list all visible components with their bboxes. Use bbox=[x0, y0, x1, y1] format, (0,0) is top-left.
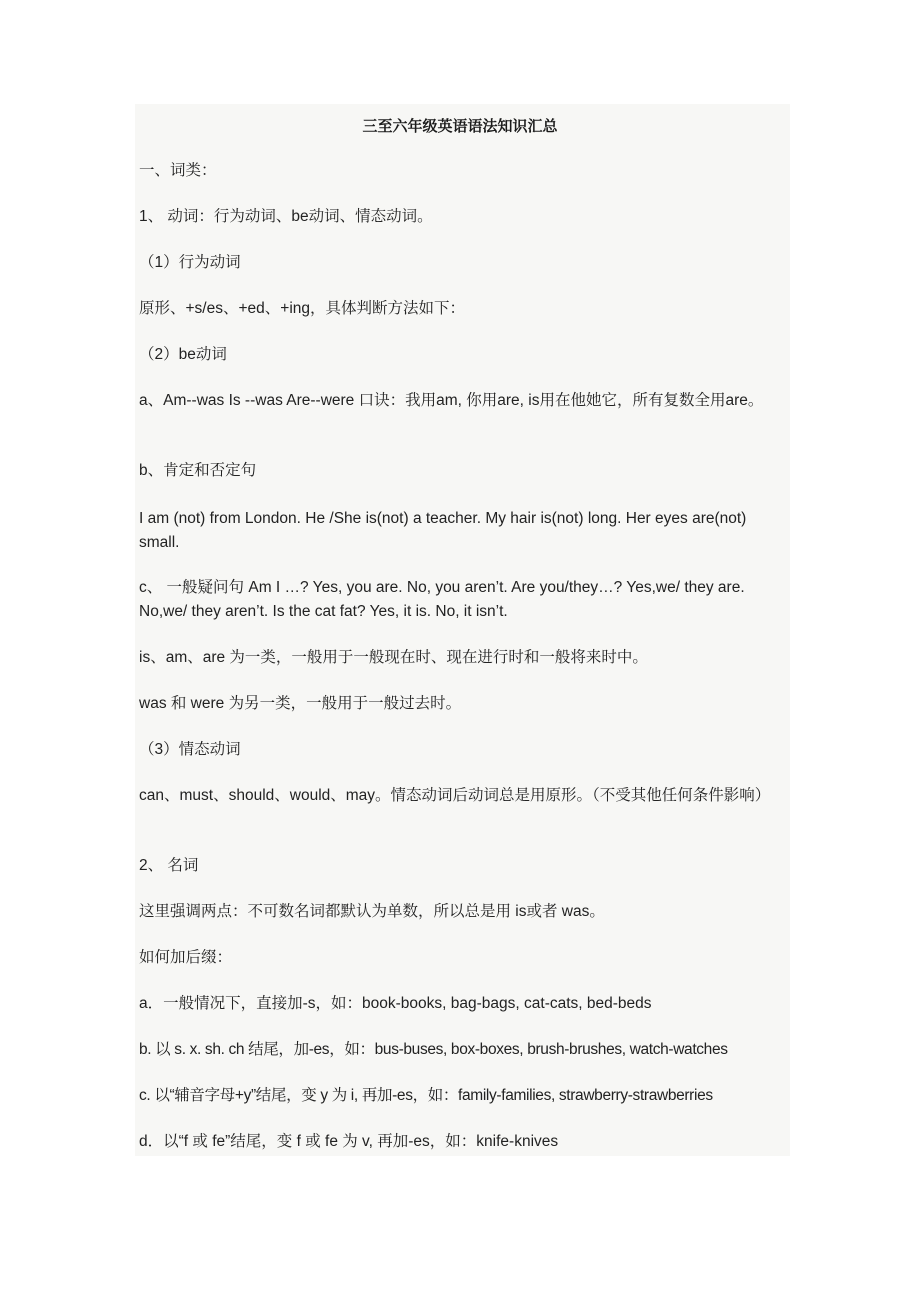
paragraph-action-verb-forms: 原形、+s/es、+ed、+ing，具体判断方法如下： bbox=[139, 300, 466, 317]
rule-a-add-s: a．一般情况下，直接加-s，如：book-books, bag-bags, cat-cats, bed-beds bbox=[139, 995, 652, 1012]
rule-c-y-to-ies: c. 以“辅音字母+y”结尾，变 y 为 i, 再加-es，如：family-families, strawberry-strawberries bbox=[139, 1087, 713, 1104]
paragraph-examples-statements: I am (not) from London. He /She is(not) a teacher. My hair is(not) long. Her eyes are(not) small. bbox=[139, 510, 747, 551]
document-title: 三至六年级英语语法知识汇总 bbox=[362, 117, 558, 135]
subsection-modal-verbs: （3）情态动词 bbox=[139, 741, 241, 758]
rule-b-add-es: b. 以 s. x. sh. ch 结尾，加-es，如：bus-buses, box-boxes, brush-brushes, watch-watches bbox=[139, 1041, 728, 1058]
rule-d-f-to-ves: d．以“f 或 fe”结尾，变 f 或 fe 为 v, 再加-es，如：knife-knives bbox=[139, 1133, 559, 1150]
paragraph-be-verb-rhyme: a、Am--was Is --was Are--were 口诀：我用am, 你用are, is用在他她它，所有复数全用are。 bbox=[139, 392, 764, 409]
section-heading-word-classes: 一、词类： bbox=[139, 162, 217, 179]
paragraph-affirmative-negative: b、肯定和否定句 bbox=[139, 462, 257, 479]
paragraph-is-am-are: is、am、are 为一类，一般用于一般现在时、现在进行时和一般将来时中。 bbox=[139, 649, 648, 666]
subsection-action-verbs: （1）行为动词 bbox=[139, 254, 241, 271]
subsection-be-verbs: （2）be动词 bbox=[139, 346, 227, 363]
paragraph-modal-verbs: can、must、should、would、may。情态动词后动词总是用原形。（不受其他任何条件影响） bbox=[139, 787, 771, 804]
paragraph-uncountable-nouns: 这里强调两点：不可数名词都默认为单数，所以总是用 is或者 was。 bbox=[139, 903, 605, 920]
subsection-nouns: 2、 名词 bbox=[139, 857, 199, 874]
subsection-verbs: 1、 动词：行为动词、be动词、情态动词。 bbox=[139, 208, 433, 225]
paragraph-suffix-heading: 如何加后缀： bbox=[139, 949, 233, 966]
paragraph-yes-no-questions: c、 一般疑问句 Am I …? Yes, you are. No, you aren’t. Are you/they…? Yes,we/ they are. No,we/ they aren’t. Is the cat fat? Yes, it is. No, it isn’t. bbox=[139, 579, 745, 620]
paragraph-was-were: was 和 were 为另一类，一般用于一般过去时。 bbox=[139, 695, 462, 712]
